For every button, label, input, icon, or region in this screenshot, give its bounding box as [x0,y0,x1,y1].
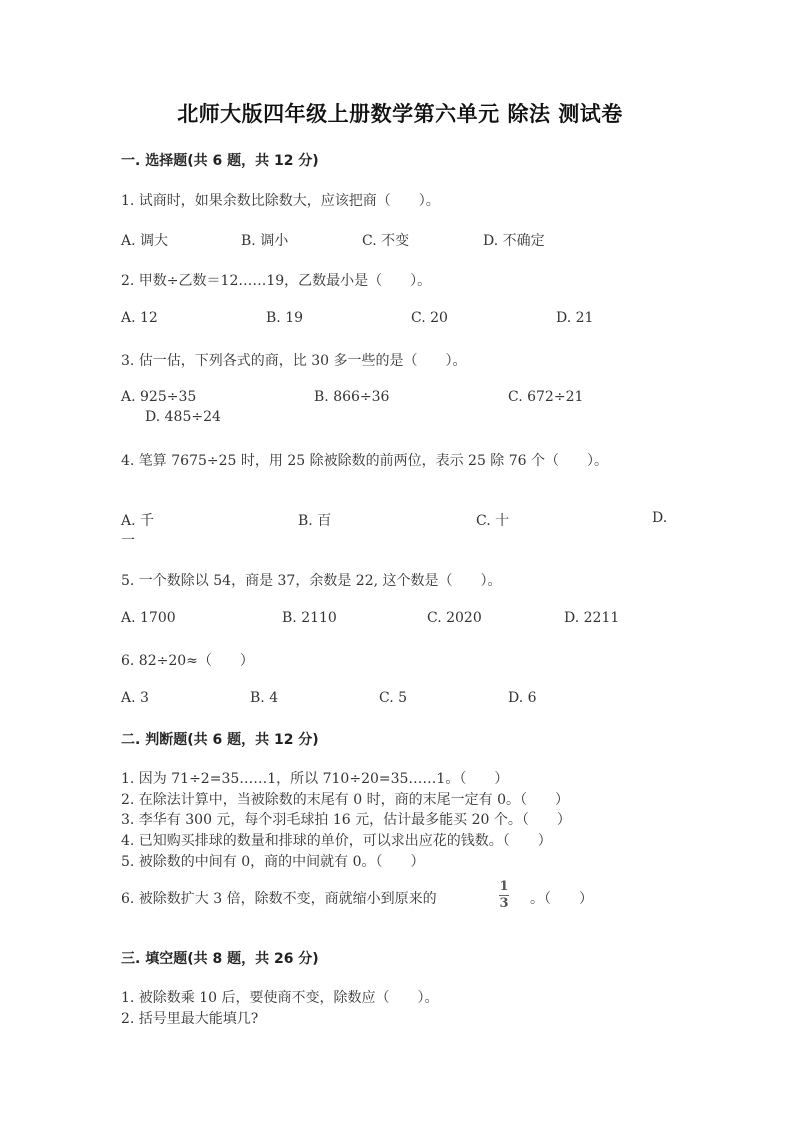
fraction-denominator: 3 [499,896,509,911]
statement: 2. 在除法计算中，当被除数的末尾有 0 时，商的末尾一定有 0。（ ） [121,792,569,808]
option: C. 20 [411,310,448,326]
question: 2. 括号里最大能填几? [121,1011,259,1027]
option: D. 2211 [564,610,620,626]
option: A. 925÷35 [121,389,197,405]
option: D. [652,510,668,526]
fraction-one-third [499,880,509,911]
option: D. 不确定 [483,233,545,249]
statement: 3. 李华有 300 元，每个羽毛球拍 16 元，估计最多能买 20 个。（ ） [121,812,571,828]
question: 1. 试商时，如果余数比除数大，应该把商（ ）。 [121,193,440,209]
section-heading-choice: 一. 选择题(共 6 题，共 12 分) [121,153,319,169]
option: B. 2110 [282,610,337,626]
question: 4. 笔算 7675÷25 时，用 25 除被除数的前两位，表示 25 除 76 个（ ）。 [121,453,609,469]
option: A. 3 [121,690,149,706]
option: B. 调小 [241,233,289,249]
option: C. 5 [379,690,408,706]
statement: 6. 被除数扩大 3 倍，除数不变，商就缩小到原来的 [121,891,437,907]
option: B. 19 [266,310,304,326]
option: A. 调大 [121,233,169,249]
option: C. 672÷21 [508,389,584,405]
page-title: 北师大版四年级上册数学第六单元 除法 测试卷 [177,102,623,126]
statement: 1. 因为 71÷2=35……1，所以 710÷20=35……1。（ ） [121,771,509,787]
section-heading-judgement: 二. 判断题(共 6 题，共 12 分) [121,732,319,748]
question: 1. 被除数乘 10 后，要使商不变，除数应（ ）。 [121,990,439,1006]
question: 6. 82÷20≈（ ） [121,653,254,669]
option: C. 不变 [362,233,410,249]
statement: 4. 已知购买排球的数量和排球的单价，可以求出应花的钱数。（ ） [121,833,552,849]
option: D. 21 [556,310,594,326]
statement-suffix: 。（ ） [530,891,593,907]
section-heading-fill-blank: 三. 填空题(共 8 题，共 26 分) [121,951,319,967]
option: B. 866÷36 [314,389,390,405]
question: 2. 甲数÷乙数＝12……19，乙数最小是（ ）。 [121,273,432,289]
option: A. 12 [121,310,158,326]
statement: 5. 被除数的中间有 0，商的中间就有 0。（ ） [121,854,425,870]
question: 3. 估一估，下列各式的商，比 30 多一些的是（ ）。 [121,353,467,369]
option: C. 十 [476,513,510,529]
option: C. 2020 [427,610,482,626]
question: 5. 一个数除以 54，商是 37，余数是 22, 这个数是（ ）。 [121,573,502,589]
option: A. 1700 [121,610,176,626]
option-wrap: 一 [121,533,135,549]
option: A. 千 [121,513,155,529]
fraction-numerator: 1 [499,879,509,894]
option: B. 4 [250,690,279,706]
option: D. 6 [508,690,537,706]
option: B. 百 [298,513,332,529]
option: D. 485÷24 [145,409,221,425]
